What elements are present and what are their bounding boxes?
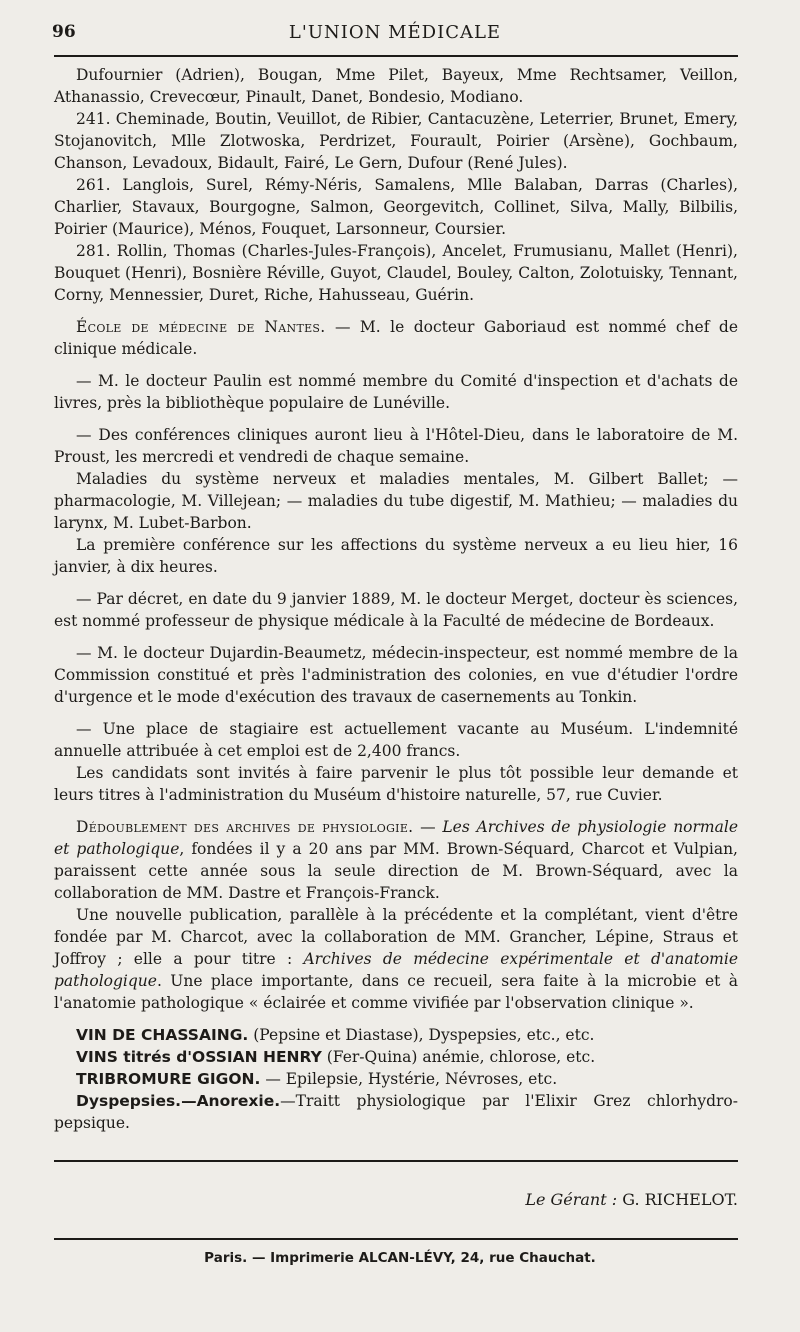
header-rule <box>54 55 738 57</box>
imprint-line: Paris. — Imprimerie ALCAN-LÉVY, 24, rue Chauchat. <box>204 1250 596 1266</box>
archives-text-1: , fondées il y a 20 ans par MM. Brown-Séquard, Charcot et Vulpian, paraissent cette année sous la seule direction de M. Brown-Séquard, avec la collaboration de MM. Dastre et François-Franck. <box>54 840 738 902</box>
name-list-paragraph: 281. Rollin, Thomas (Charles-Jules-François), Ancelet, Frumusianu, Mallet (Henri), Bouquet (Henri), Bosnière Réville, Guyot, Claudel, Bouley, Calton, Zolotuisky, Tennant, Corny, Mennessier, Duret, Riche, Hahusseau, Guérin. <box>54 242 738 304</box>
news-lead: École de médecine de Nantes. <box>76 318 326 336</box>
news-item: — Par décret, en date du 9 janvier 1889, M. le docteur Merget, docteur ès sciences, est nommé professeur de physique médicale à la Faculté de médecine de Bordeaux. <box>54 590 738 630</box>
news-item: Les candidats sont invités à faire parvenir le plus tôt possible leur demande et leurs titres à l'administration du Muséum d'histoire naturelle, 57, rue Cuvier. <box>54 764 738 804</box>
ad-product: VINS titrés d'OSSIAN HENRY <box>76 1048 322 1066</box>
news-text: — M. le docteur Gaboriaud est nommé chef de clinique médicale. <box>54 318 738 358</box>
archives-title-1: Les Archives de physiologie normale et pathologique <box>54 818 738 858</box>
news-item: — M. le docteur Dujardin-Beaumetz, médecin-inspecteur, est nommé membre de la Commission constitué et près l'administration des colonies, en vue d'étudier l'ordre d'urgence et le mode d'exécution des travaux de casernements au Tonkin. <box>54 644 738 706</box>
ad-detail: —Traitt physiologique par l'Elixir Grez chlorhydro-pepsique. <box>54 1092 738 1132</box>
advertisement <box>54 1090 738 1134</box>
page-header <box>52 22 738 50</box>
ad-product: VIN DE CHASSAING. <box>76 1026 249 1044</box>
footer-rule <box>54 1160 738 1162</box>
name-list-paragraph: 241. Cheminade, Boutin, Veuillot, de Ribier, Cantacuzène, Leterrier, Brunet, Emery, Stojanovitch, Mlle Zlotwoska, Perdrizet, Fourault, Poirier (Arsène), Gochbaum, Chanson, Levadoux, Bidault, Fairé, Le Gern, Dufour (René Jules). <box>54 110 738 172</box>
imprint-rule <box>54 1238 738 1240</box>
archives-paragraph-2 <box>54 904 738 1014</box>
ad-product: TRIBROMURE GIGON. <box>76 1070 261 1088</box>
name-list-paragraph: 261. Langlois, Surel, Rémy-Néris, Samalens, Mlle Balaban, Darras (Charles), Charlier, Stavaux, Bourgogne, Salmon, Georgevitch, Collinet, Silva, Mally, Bilbilis, Poirier (Maurice), Ménos, Fouquet, Larsonneur, Coursier. <box>54 176 738 238</box>
advertisement <box>54 1024 738 1046</box>
news-item: — Des conférences cliniques auront lieu à l'Hôtel-Dieu, dans le laboratoire de M. Proust, les mercredi et vendredi de chaque semaine. <box>54 426 738 466</box>
page-number: 96 <box>52 22 76 42</box>
news-item: — M. le docteur Paulin est nommé membre du Comité d'inspection et d'achats de livres, près la bibliothèque populaire de Lunéville. <box>54 372 738 412</box>
name-list-paragraph: Dufournier (Adrien), Bougan, Mme Pilet, Bayeux, Mme Rechtsamer, Veillon, Athanassio, Crevecœur, Pinault, Danet, Bondesio, Modiano. <box>54 66 738 106</box>
advertisement <box>54 1046 738 1068</box>
ad-detail: (Fer-Quina) anémie, chlorose, etc. <box>321 1048 596 1066</box>
news-item: — Une place de stagiaire est actuellement vacante au Muséum. L'indemnité annuelle attribuée à cet emploi est de 2,400 francs. <box>54 720 738 760</box>
running-title: L'UNION MÉDICALE <box>288 22 502 43</box>
news-item-nantes <box>54 316 738 360</box>
ad-detail: — Epilepsie, Hystérie, Névroses, etc. <box>260 1070 558 1088</box>
ad-product: Dyspepsies.—Anorexie. <box>76 1092 281 1110</box>
archives-dash: — <box>413 818 443 836</box>
signature <box>525 1190 738 1209</box>
archives-paragraph <box>54 816 738 904</box>
archives-text-2a: Une nouvelle publication, parallèle à la précédente et la complétant, vient d'être fondée par M. Charcot, avec la collaboration de MM. Grancher, Lépine, Straus et Joffroy ; elle a pour titre : <box>54 906 738 968</box>
article-body <box>54 64 738 1134</box>
signature-label: Le Gérant : <box>525 1190 618 1209</box>
signature-name: G. RICHELOT. <box>617 1190 738 1209</box>
news-item: La première conférence sur les affections du système nerveux a eu lieu hier, 16 janvier, à dix heures. <box>54 536 738 576</box>
advertisement <box>54 1068 738 1090</box>
archives-title-2: Archives de médecine expérimentale et d'anatomie pathologique <box>54 950 738 990</box>
archives-text-2b: . Une place importante, dans ce recueil, sera faite à la microbie et à l'anatomie pathologique « éclairée et comme vivifiée par l'observation clinique ». <box>54 972 738 1012</box>
archives-lead: Dédoublement des archives de physiologie. <box>76 818 414 836</box>
ad-detail: (Pepsine et Diastase), Dyspepsies, etc., etc. <box>248 1026 595 1044</box>
news-item: Maladies du système nerveux et maladies mentales, M. Gilbert Ballet; — pharmacologie, M. Villejean; — maladies du tube digestif, M. Mathieu; — maladies du larynx, M. Lubet-Barbon. <box>54 470 738 532</box>
